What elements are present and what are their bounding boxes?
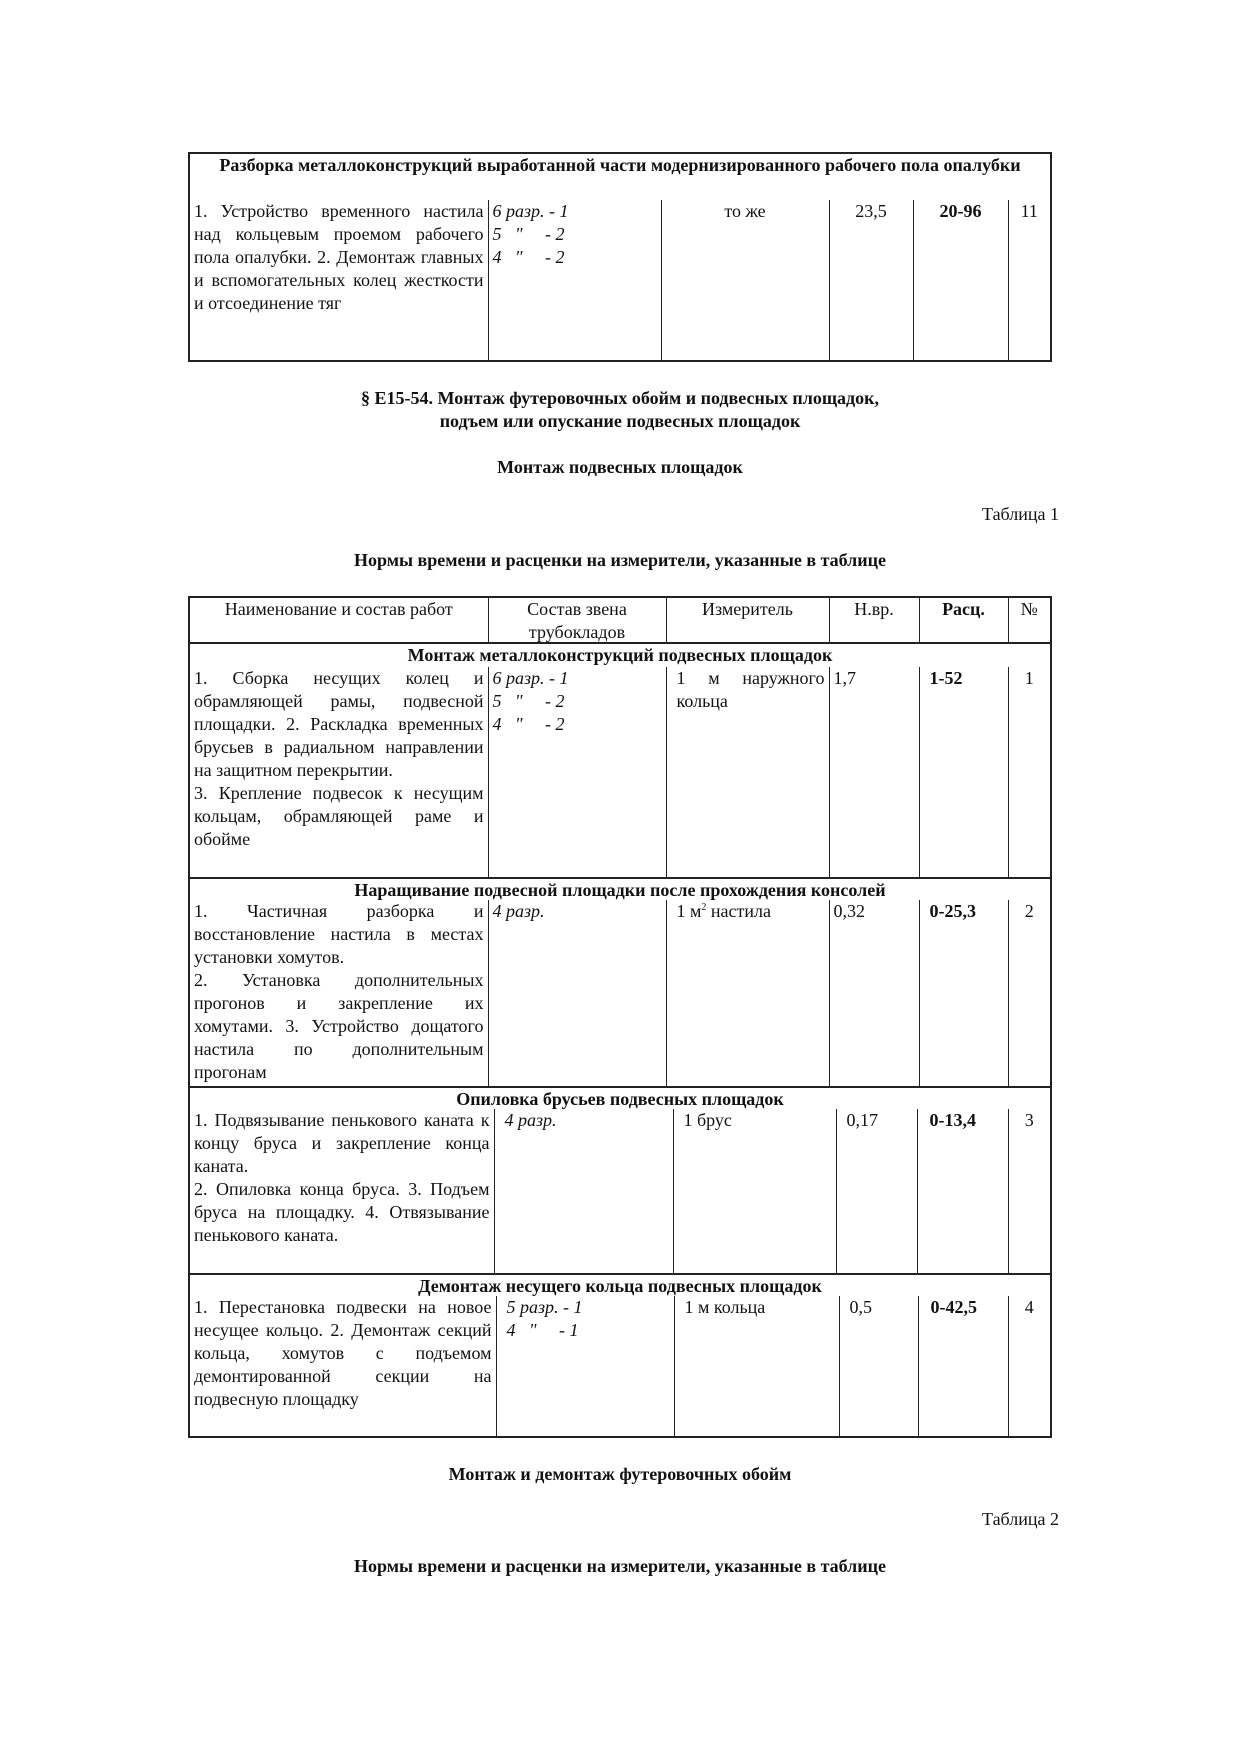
table-caption: Нормы времени и расценки на измерители, указанные в таблице [353, 1556, 887, 1576]
unit: 1 м кольца [674, 1296, 839, 1436]
section-title: Опиловка брусьев подвесных площадок [188, 1086, 1052, 1109]
table-caption: Нормы времени и расценки на измерители, указанные в таблице [353, 550, 887, 570]
rate: 0-42,5 [918, 1296, 1008, 1436]
section-title: Наращивание подвесной площадки после прохождения консолей [188, 877, 1052, 900]
paragraph-title-line1: § Е15-54. Монтаж футеровочных обойм и подвесных площадок, [360, 388, 880, 408]
crew-composition: 4 разр. [494, 1109, 673, 1273]
work-description: 1. Сборка несущих колец и обрамляющей рамы, подвесной площадки. 2. Раскладка временных брусьев в радиальном направлении на защитном перекрытии. 3. Крепление подвесок к несущим кольцам, обрамляющей раме и обойме [194, 668, 484, 849]
row-number: 2 [1008, 900, 1050, 1086]
unit: 1 $м^2$ настила [666, 900, 829, 1086]
rate: 0-13,4 [917, 1109, 1008, 1273]
work-description: 1. Подвязывание пенькового каната к концу бруса и закрепление конца каната. 2. Опиловка конца бруса. 3. Подъем бруса на площадку. 4. Отвязывание пенькового каната. [194, 1110, 490, 1245]
header-crew: Состав звена трубокладов [488, 598, 666, 644]
rate: 0-25,3 [919, 900, 1008, 1086]
table-label: Таблица 1 [982, 504, 1059, 524]
header-work: Наименование и состав работ [224, 599, 453, 619]
header-unit: Измеритель [666, 598, 829, 644]
row-number: 3 [1008, 1109, 1050, 1273]
row-number: 4 [1008, 1296, 1050, 1436]
time-norm: 1,7 [829, 667, 919, 877]
row-number: 1 [1008, 667, 1050, 877]
section-title: Демонтаж несущего кольца подвесных площадок [188, 1273, 1052, 1296]
table0-section-header [188, 152, 1052, 200]
crew-composition: 6 разр. - 1 5 " - 2 4 " - 2 [488, 667, 666, 877]
table1-header [188, 596, 1052, 644]
unit: 1 брус [673, 1109, 836, 1273]
crew-composition: 4 разр. [488, 900, 666, 1086]
table-row [190, 200, 1050, 360]
work-description: 1. Частичная разборка и восстановление настила в местах установки хомутов. 2. Установка дополнительных прогонов и закрепление их хомутами. 3. Устройство дощатого настила по дополнительным прогонам [194, 901, 484, 1082]
table-row [188, 667, 1052, 877]
table-label: Таблица 2 [982, 1509, 1059, 1529]
work-description: 1. Устройство временного настила над кольцевым проемом рабочего пола опалубки. 2. Демонтаж главных и вспомогательных колец жесткости и отсоединение тяг [194, 201, 484, 313]
unit: 1 м наружного кольца [666, 667, 829, 877]
unit: то же [661, 200, 829, 360]
crew-composition: 5 разр. - 1 4 " - 1 [496, 1296, 674, 1436]
time-norm: 0,17 [836, 1109, 917, 1273]
table0-row [188, 200, 1052, 362]
crew-composition: 6 разр. - 1 5 " - 2 4 " - 2 [488, 200, 661, 360]
paragraph-title-line2: подъем или опускание подвесных площадок [439, 411, 801, 431]
work-description: 1. Перестановка подвески на новое несущее кольцо. 2. Демонтаж секций кольца, хомутов с подъемом демонтированной секции на подвесную площадку [194, 1297, 492, 1409]
section-title: Монтаж металлоконструкций подвесных площадок [188, 644, 1052, 667]
header-number: № [1008, 598, 1050, 644]
table-row [188, 1296, 1052, 1438]
subheading: Монтаж подвесных площадок [497, 457, 743, 477]
rate: 1-52 [919, 667, 1008, 877]
row-number: 11 [1008, 200, 1050, 360]
subheading: Монтаж и демонтаж футеровочных обойм [448, 1464, 792, 1484]
table-row [188, 1109, 1052, 1273]
section-title: Разборка металлоконструкций выработанной части модернизированного рабочего пола опалубки [219, 155, 1021, 175]
header-norm: Н.вр. [829, 598, 919, 644]
time-norm: 0,32 [829, 900, 919, 1086]
table-row [188, 900, 1052, 1086]
header-rate: Расц. [919, 598, 1008, 644]
time-norm: 0,5 [839, 1296, 918, 1436]
rate: 20-96 [913, 200, 1008, 360]
time-norm: 23,5 [829, 200, 913, 360]
